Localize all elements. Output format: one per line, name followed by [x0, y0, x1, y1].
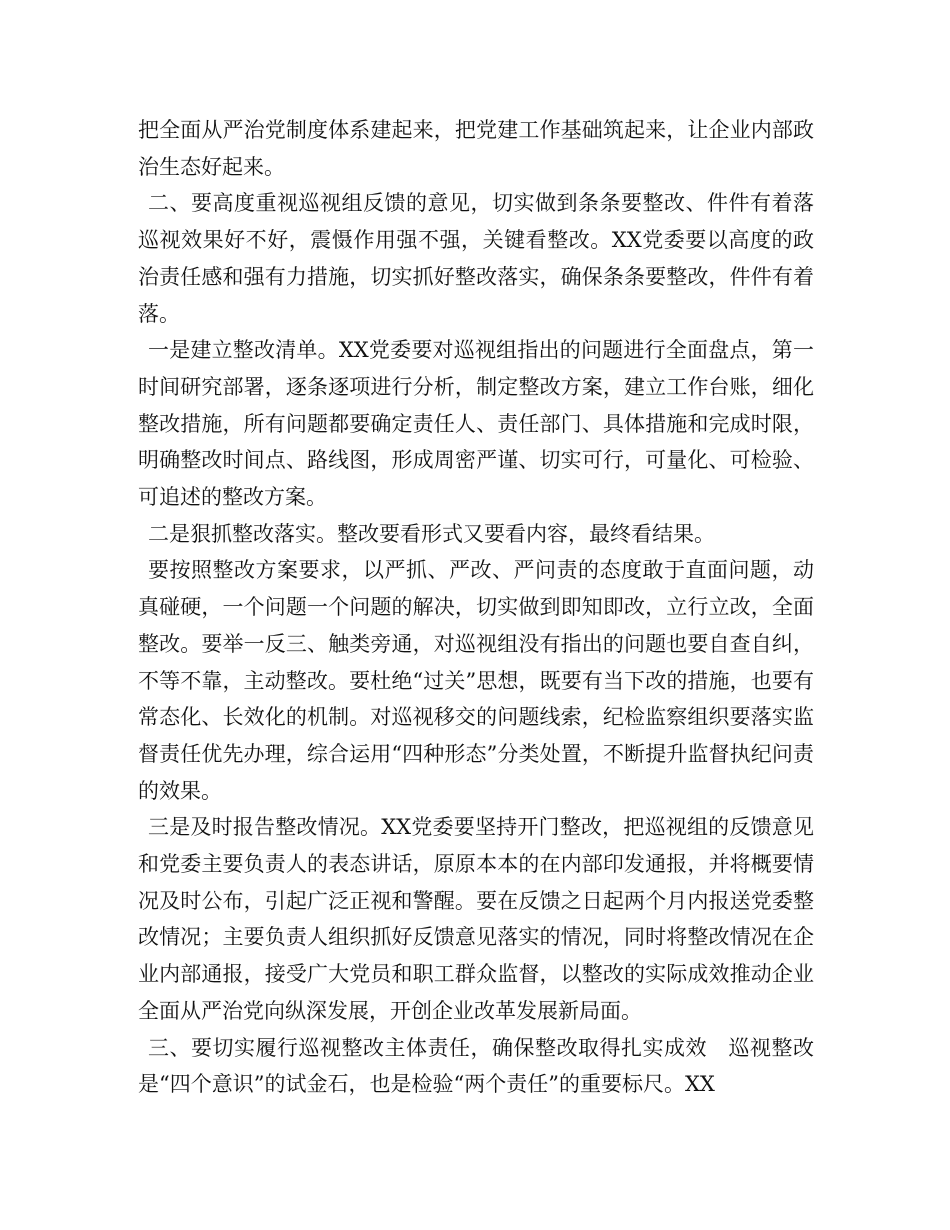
paragraph-3: 一是建立整改清单。XX党委要对巡视组指出的问题进行全面盘点，第一时间研究部署，逐条逐项进行分析，制定整改方案，建立工作台账，细化整改措施，所有问题都要确定责任人、责任部门、具体措施和完成时限，明确整改时间点、路线图，形成周密严谨、切实可行，可量化、可检验、可追述的整改方案。 [138, 338, 814, 510]
paragraph-1: 把全面从严治党制度体系建起来，把党建工作基础筑起来，让企业内部政治生态好起来。 [138, 118, 814, 179]
document-body [138, 112, 835, 1103]
paragraph-4: 二是狠抓整改落实。整改要看形式又要看内容，最终看结果。 [148, 521, 715, 546]
paragraph-5: 要按照整改方案要求，以严抓、严改、严问责的态度敢于直面问题，动真碰硬，一个问题一个问题的解决，切实做到即知即改，立行立改，全面整改。要举一反三、触类旁通，对巡视组没有指出的问题也要自查自纠，不等不靠，主动整改。要杜绝“过关”思想，既要有当下改的措施，也要有常态化、长效化的机制。对巡视移交的问题线索，纪检监察组织要落实监督责任优先办理，综合运用“四种形态”分类处置，不断提升监督执纪问责的效果。 [138, 558, 814, 803]
paragraph-6: 三是及时报告整改情况。XX党委要坚持开门整改，把巡视组的反馈意见和党委主要负责人的表态讲话，原原本本的在内部印发通报，并将概要情况及时公布，引起广泛正视和警醒。要在反馈之日起两个月内报送党委整改情况；主要负责人组织抓好反馈意见落实的情况，同时将整改情况在企业内部通报，接受广大党员和职工群众监督，以整改的实际成效推动企业全面从严治党向纵深发展，开创企业改革发展新局面。 [138, 815, 814, 1023]
paragraph-7: 三、要切实履行巡视整改主体责任，确保整改取得扎实成效 巡视整改是“四个意识”的试金石，也是检验“两个责任”的重要标尺。XX [138, 1035, 814, 1097]
paragraph-2: 二、要高度重视巡视组反馈的意见，切实做到条条要整改、件件有着落 巡视效果好不好，震慑作用强不强，关键看整改。XX党委要以高度的政治责任感和强有力措施，切实抓好整改落实，确保条条要整改，件件有着落。 [138, 191, 835, 326]
